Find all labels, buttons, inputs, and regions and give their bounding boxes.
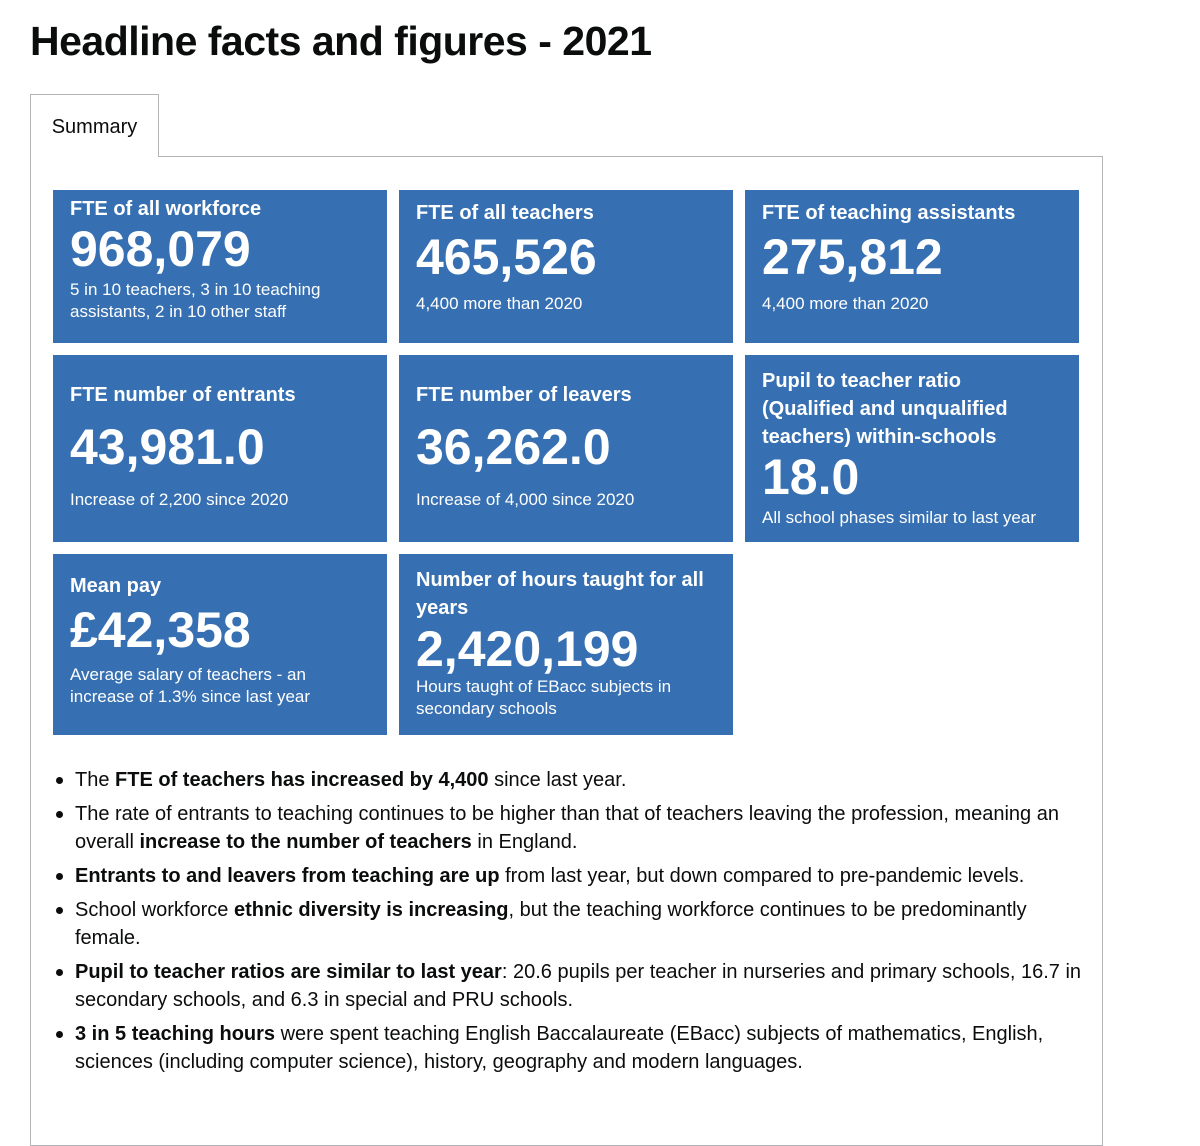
- tile-subtext: Increase of 4,000 since 2020: [416, 490, 635, 509]
- list-item: The FTE of teachers has increased by 4,400 since last year.: [50, 766, 1090, 794]
- list-item: School workforce ethnic diversity is increasing, but the teaching workforce continues to be predominantly female.: [50, 896, 1090, 952]
- tile-value: 2,420,199: [416, 621, 639, 677]
- tile-value: 968,079: [70, 221, 251, 277]
- tile-title: FTE number of entrants: [70, 384, 296, 406]
- tab-summary[interactable]: [30, 94, 159, 157]
- tile-value: 36,262.0: [416, 419, 611, 475]
- tile-title: Mean pay: [70, 575, 162, 597]
- tile-title: FTE of teaching assistants: [762, 202, 1016, 224]
- list-item: Entrants to and leavers from teaching are up from last year, but down compared to pre-pandemic levels.: [50, 862, 1090, 890]
- tile-value: 275,812: [762, 229, 943, 285]
- list-item: Pupil to teacher ratios are similar to last year: 20.6 pupils per teacher in nurseries and primary schools, 16.7 in secondary schools, and 6.3 in special and PRU schools.: [50, 958, 1090, 1014]
- tile-value: 465,526: [416, 229, 597, 285]
- tile-subtext: 4,400 more than 2020: [416, 294, 583, 313]
- list-item: The rate of entrants to teaching continues to be higher than that of teachers leaving the profession, meaning an overall increase to the number of teachers in England.: [50, 800, 1090, 856]
- tile-subtext: 4,400 more than 2020: [762, 294, 929, 313]
- tab-summary-label: Summary: [51, 115, 138, 138]
- tile-title: Pupil to teacher ratio (Qualified and unqualified teachers) within-schools: [762, 370, 1008, 448]
- tile-subtext: All school phases similar to last year: [762, 508, 1037, 527]
- tile-value: 18.0: [762, 449, 860, 505]
- summary-panel: [30, 156, 1103, 1146]
- tile-title: FTE of all workforce: [70, 198, 262, 220]
- page-title: Headline facts and figures - 2021: [30, 18, 652, 64]
- tile-title: FTE of all teachers: [416, 202, 594, 224]
- tile-value: £42,358: [70, 602, 251, 658]
- tile-value: 43,981.0: [70, 419, 265, 475]
- list-item: 3 in 5 teaching hours were spent teaching English Baccalaureate (EBacc) subjects of mathematics, English, sciences (including computer science), history, geography and modern languages.: [50, 1020, 1090, 1076]
- tile-subtext: Increase of 2,200 since 2020: [70, 490, 289, 509]
- tile-subtext: Hours taught of EBacc subjects in secondary schools: [416, 677, 672, 718]
- tile-title: Number of hours taught for all years: [416, 569, 704, 619]
- tile-subtext: Average salary of teachers - an increase of 1.3% since last year: [70, 665, 311, 706]
- tile-subtext: 5 in 10 teachers, 3 in 10 teaching assistants, 2 in 10 other staff: [70, 280, 321, 321]
- tile-title: FTE number of leavers: [416, 384, 632, 406]
